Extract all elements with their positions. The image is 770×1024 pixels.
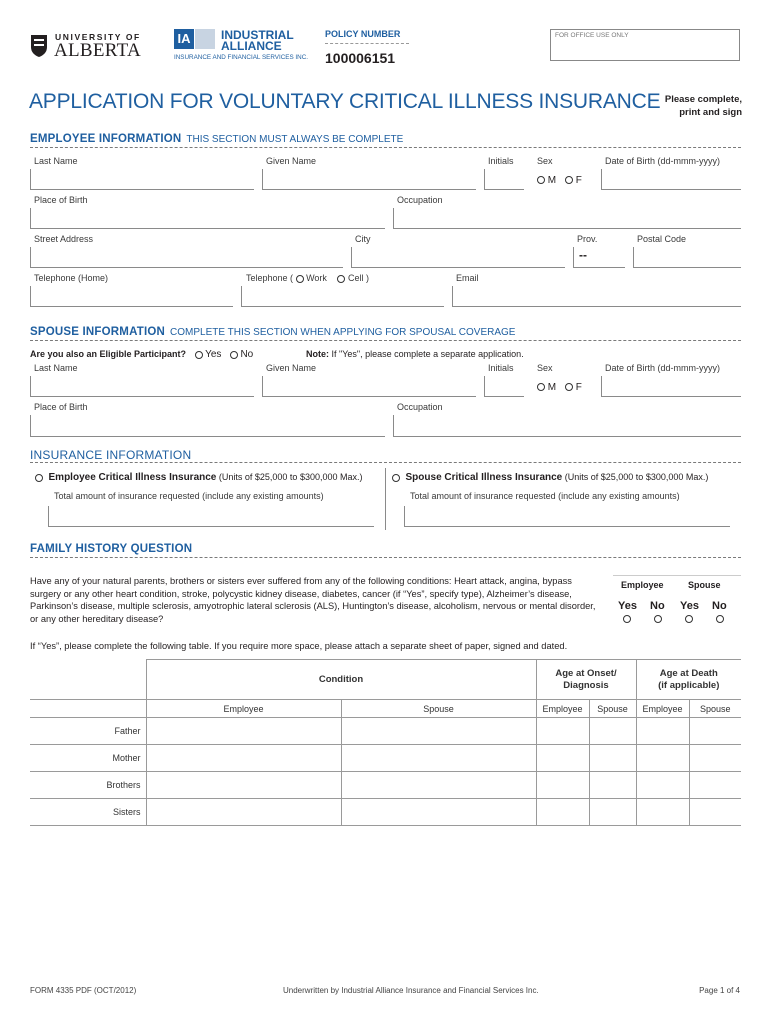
emp-tel-other-field[interactable] <box>241 286 444 307</box>
family-col-age-death-1: Age at Death <box>659 667 718 679</box>
family-subhead-death-employee: Employee <box>636 700 689 718</box>
spouse-eligible-yes-label: Yes <box>205 349 222 360</box>
emp-dob-label: Date of Birth (dd-mmm-yyyy) <box>605 156 721 166</box>
sp-initials-field[interactable] <box>484 376 524 397</box>
emp-tel-home-label: Telephone (Home) <box>34 273 109 283</box>
family-subhead-cond-employee: Employee <box>146 700 341 718</box>
emp-postal-label: Postal Code <box>637 234 687 244</box>
family-sp-yes-label: Yes <box>680 600 699 612</box>
family-cell-input[interactable] <box>341 718 536 745</box>
sp-ci-radio[interactable] <box>392 474 400 482</box>
family-cell-input[interactable] <box>536 799 589 826</box>
emp-ci-total-label: Total amount of insurance requested (include any existing amounts) <box>54 491 324 501</box>
emp-street-label: Street Address <box>34 234 94 244</box>
family-section-heading <box>30 543 741 558</box>
emp-last-name-label: Last Name <box>34 156 78 166</box>
emp-prov-label: Prov. <box>577 234 598 244</box>
emp-occupation-field[interactable] <box>393 208 741 229</box>
family-table-corner <box>30 660 146 700</box>
footer-page-number: Page 1 of 4 <box>699 986 740 995</box>
sp-dob-label: Date of Birth (dd-mmm-yyyy) <box>605 363 721 373</box>
spouse-eligible-no-radio[interactable] <box>230 351 238 359</box>
ia-name-line1: INDUSTRIAL <box>221 28 294 42</box>
sp-dob-field[interactable] <box>601 376 741 397</box>
ia-logo-mark-icon: IA <box>174 29 194 49</box>
family-heading: FAMILY HISTORY QUESTION <box>30 543 193 555</box>
emp-prov-field[interactable] <box>573 247 625 268</box>
family-cell-input[interactable] <box>536 772 589 799</box>
family-cell-input[interactable] <box>536 718 589 745</box>
emp-ci-option <box>35 472 362 483</box>
emp-tel-prefix: Telephone ( <box>246 273 294 283</box>
footer-form-number: FORM 4335 PDF (OCT/2012) <box>30 986 137 995</box>
family-cell-input[interactable] <box>636 718 689 745</box>
emp-ci-bold: Employee Critical Illness Insurance <box>48 472 217 483</box>
emp-sex-m-radio[interactable] <box>537 176 545 184</box>
family-cell-input[interactable] <box>341 799 536 826</box>
family-subhead-onset-spouse: Spouse <box>589 700 636 718</box>
family-col-condition-label: Condition <box>318 674 364 685</box>
emp-tel-home-field[interactable] <box>30 286 233 307</box>
sp-given-name-label: Given Name <box>266 363 317 373</box>
instruction-note-line1: Please complete, <box>664 94 742 105</box>
family-row-father <box>30 718 741 745</box>
emp-city-label: City <box>355 234 371 244</box>
family-cell-input[interactable] <box>589 799 636 826</box>
emp-city-field[interactable] <box>351 247 565 268</box>
emp-email-label: Email <box>456 273 479 283</box>
family-subhead-cond-spouse: Spouse <box>341 700 536 718</box>
office-use-label: FOR OFFICE USE ONLY <box>555 32 629 39</box>
employee-subheading: THIS SECTION MUST ALWAYS BE COMPLETE <box>186 134 404 145</box>
emp-initials-field[interactable] <box>484 169 524 190</box>
family-cell-input[interactable] <box>589 718 636 745</box>
family-col-condition <box>146 660 536 700</box>
family-row-brothers <box>30 772 741 799</box>
family-question: Have any of your natural parents, brothers or sisters ever suffered from any of the following conditions: Heart attack, angina, bypass surgery or any other heart condition, stroke, polycystic kidney disease, diabetes, cancer (if “Yes”, specify type), Alzheimer’s disease, Parkinson’s disease, multiple sclerosis, amyotrophic lateral sclerosis (ALS), Huntington’s disease, alcoholism, nervous or mental disorder, or any other hereditary disease? <box>30 576 596 624</box>
sp-given-name-field[interactable] <box>262 376 476 397</box>
sp-sex-f-label: F <box>575 382 582 393</box>
policy-number-value: 100006151 <box>325 50 396 66</box>
sp-sex-options <box>537 382 582 393</box>
sp-last-name-label: Last Name <box>34 363 78 373</box>
emp-place-of-birth-field[interactable] <box>30 208 385 229</box>
emp-given-name-label: Given Name <box>266 156 317 166</box>
sp-ci-total-field[interactable] <box>404 506 730 527</box>
emp-initials-label: Initials <box>488 156 514 166</box>
family-history-table <box>30 659 741 826</box>
family-emp-yes-radio[interactable] <box>623 615 631 623</box>
emp-sex-m-label: M <box>547 175 557 186</box>
university-logo <box>30 32 145 62</box>
family-row-mother <box>30 745 741 772</box>
family-cell-input[interactable] <box>146 718 341 745</box>
footer-underwritten: Underwritten by Industrial Alliance Insurance and Financial Services Inc. <box>283 986 539 995</box>
emp-tel-work-radio[interactable] <box>296 275 304 283</box>
emp-tel-cell-radio[interactable] <box>337 275 345 283</box>
family-cell-input[interactable] <box>589 772 636 799</box>
insurance-heading: INSURANCE INFORMATION <box>30 448 192 462</box>
family-table-subheader-row <box>30 700 741 718</box>
sp-place-of-birth-field[interactable] <box>30 415 385 437</box>
family-cell-input[interactable] <box>636 745 689 772</box>
family-subhead-blank <box>30 700 146 718</box>
sp-occupation-field[interactable] <box>393 415 741 437</box>
sp-sex-f-radio[interactable] <box>565 383 573 391</box>
emp-ci-total-field[interactable] <box>48 506 374 527</box>
sp-ci-total-label: Total amount of insurance requested (include any existing amounts) <box>410 491 680 501</box>
family-cell-input[interactable] <box>589 745 636 772</box>
insurance-section-heading <box>30 448 741 463</box>
university-crest-icon <box>30 34 48 58</box>
emp-sex-f-radio[interactable] <box>565 176 573 184</box>
spouse-eligible-no-label: No <box>240 349 254 360</box>
sp-sex-m-radio[interactable] <box>537 383 545 391</box>
emp-tel-other-label <box>246 273 369 283</box>
emp-sex-label: Sex <box>537 156 553 166</box>
emp-email-field[interactable] <box>452 286 741 307</box>
family-subhead-onset-employee: Employee <box>536 700 589 718</box>
family-cell-input[interactable] <box>146 745 341 772</box>
sp-occupation-label: Occupation <box>397 402 443 412</box>
family-row-label: Sisters <box>30 799 146 826</box>
family-cell-input[interactable] <box>636 799 689 826</box>
family-col-age-death <box>636 660 741 700</box>
ia-logo-building-icon <box>195 29 215 49</box>
family-row-label: Brothers <box>30 772 146 799</box>
family-answer-divider <box>613 575 741 576</box>
family-cell-input[interactable] <box>689 799 741 826</box>
ia-name-line3: INSURANCE AND FINANCIAL SERVICES INC. <box>174 54 309 61</box>
emp-postal-field[interactable] <box>633 247 741 268</box>
family-sp-no-radio[interactable] <box>716 615 724 623</box>
spouse-heading: SPOUSE INFORMATION <box>30 326 166 338</box>
family-table-header-row <box>30 660 741 700</box>
sp-initials-label: Initials <box>488 363 514 373</box>
spouse-eligible-yes-radio[interactable] <box>195 351 203 359</box>
employee-section-heading <box>30 133 741 148</box>
family-col-age-onset <box>536 660 636 700</box>
family-cell-input[interactable] <box>146 772 341 799</box>
instruction-note-line2: print and sign <box>679 107 742 118</box>
family-answer-header-spouse: Spouse <box>688 580 721 590</box>
emp-sex-f-label: F <box>575 175 582 186</box>
spouse-eligible-question <box>30 349 253 360</box>
ia-name-line2: ALLIANCE <box>221 39 282 53</box>
family-emp-no-radio[interactable] <box>654 615 662 623</box>
family-col-age-death-2: (if applicable) <box>658 679 720 691</box>
family-row-sisters <box>30 799 741 826</box>
sp-ci-units: (Units of $25,000 to $300,000 Max.) <box>564 472 709 482</box>
family-cell-input[interactable] <box>636 772 689 799</box>
policy-label-rule <box>325 43 409 44</box>
page-title: APPLICATION FOR VOLUNTARY CRITICAL ILLNESS INSURANCE <box>29 90 661 113</box>
family-cell-input[interactable] <box>341 772 536 799</box>
emp-given-name-field[interactable] <box>262 169 476 190</box>
family-cell-input[interactable] <box>689 772 741 799</box>
family-sp-yes-radio[interactable] <box>685 615 693 623</box>
university-name-line1: UNIVERSITY OF <box>55 32 141 42</box>
emp-ci-radio[interactable] <box>35 474 43 482</box>
emp-prov-value: -- <box>579 248 587 262</box>
employee-heading: EMPLOYEE INFORMATION <box>30 133 182 145</box>
family-subhead-death-spouse: Spouse <box>689 700 741 718</box>
family-row-label: Mother <box>30 745 146 772</box>
emp-occupation-label: Occupation <box>397 195 443 205</box>
university-name-line2: ALBERTA <box>54 40 142 61</box>
spouse-note-text: If "Yes", please complete a separate application. <box>331 349 524 359</box>
emp-sex-options <box>537 175 582 186</box>
family-col-age-onset-2: Diagnosis <box>563 679 609 691</box>
emp-tel-cell-label: Cell ) <box>347 273 369 283</box>
family-col-age-onset-1: Age at Onset/ <box>555 667 617 679</box>
sp-sex-label: Sex <box>537 363 553 373</box>
spouse-eligible-text: Are you also an Eligible Participant? <box>30 349 187 359</box>
spouse-note <box>306 349 524 359</box>
family-answer-header-employee: Employee <box>621 580 664 590</box>
emp-place-of-birth-label: Place of Birth <box>34 195 88 205</box>
emp-ci-units: (Units of $25,000 to $300,000 Max.) <box>218 472 363 482</box>
emp-last-name-field[interactable] <box>30 169 254 190</box>
family-cell-input[interactable] <box>689 745 741 772</box>
insurance-divider <box>385 468 386 530</box>
sp-last-name-field[interactable] <box>30 376 254 397</box>
emp-street-field[interactable] <box>30 247 343 268</box>
family-cell-input[interactable] <box>341 745 536 772</box>
family-instruction: If “Yes”, please complete the following table. If you require more space, please attach a separate sheet of paper, signed and dated. <box>30 641 568 651</box>
emp-tel-work-label: Work <box>306 273 327 283</box>
office-use-box <box>550 29 740 61</box>
spouse-subheading: COMPLETE THIS SECTION WHEN APPLYING FOR SPOUSAL COVERAGE <box>170 327 516 338</box>
spouse-note-bold: Note: <box>306 349 329 359</box>
family-sp-no-label: No <box>712 600 727 612</box>
ia-logo <box>174 28 309 63</box>
family-emp-yes-label: Yes <box>618 600 637 612</box>
sp-place-of-birth-label: Place of Birth <box>34 402 88 412</box>
sp-ci-option <box>392 472 708 483</box>
family-row-label: Father <box>30 718 146 745</box>
family-cell-input[interactable] <box>146 799 341 826</box>
spouse-section-heading <box>30 326 741 341</box>
family-cell-input[interactable] <box>689 718 741 745</box>
sp-ci-bold: Spouse Critical Illness Insurance <box>405 472 563 483</box>
family-emp-no-label: No <box>650 600 665 612</box>
emp-dob-field[interactable] <box>601 169 741 190</box>
policy-number-label: POLICY NUMBER <box>325 29 401 39</box>
sp-sex-m-label: M <box>547 382 557 393</box>
family-cell-input[interactable] <box>536 745 589 772</box>
